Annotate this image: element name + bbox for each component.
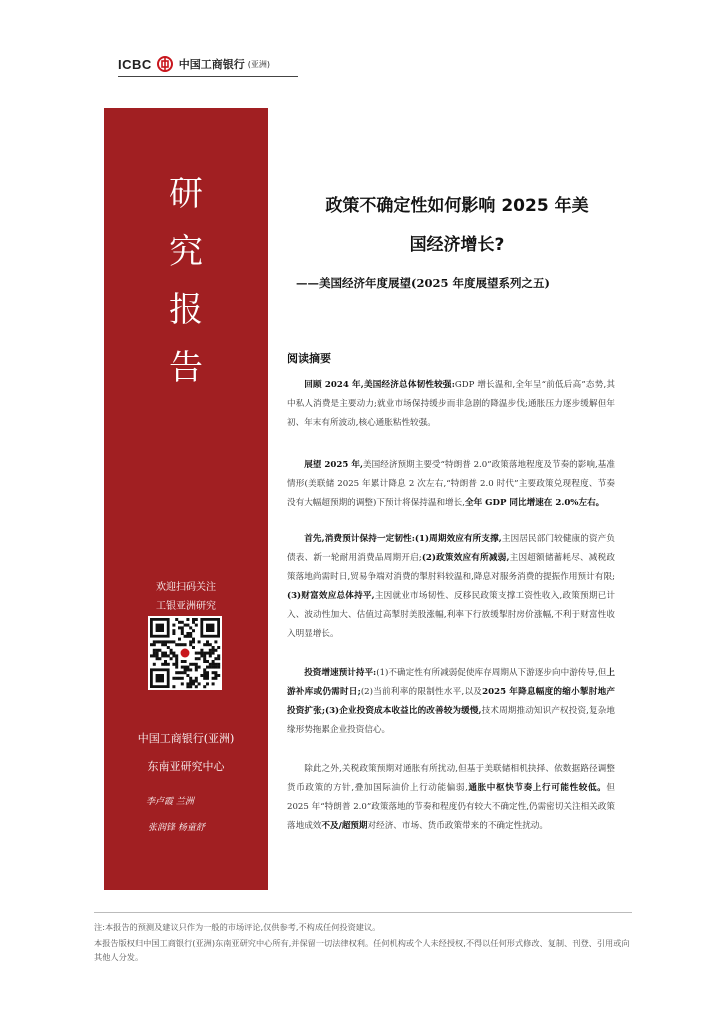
paragraph-emphasis: (3)财富效应总体持平, [287, 591, 375, 601]
report-title-line-2: 国经济增长? [409, 235, 505, 255]
report-title-line-1: 政策不确定性如何影响 2025 年美 [325, 196, 589, 216]
icbc-logo-icon [157, 56, 173, 72]
paragraph-text: (1)不确定性有所减弱促使库存周期从下游逐步向中游传导,但 [376, 668, 607, 678]
paragraph-inflation [287, 760, 615, 836]
footer-divider [94, 912, 632, 913]
follow-prompt-line-1: 欢迎扫码关注 [156, 582, 216, 593]
report-type-char-2: 究 [169, 232, 203, 272]
paragraph-lead: 首先,消费预计保持一定韧性:(1)周期效应有所支撑, [304, 534, 502, 544]
research-center-name: 东南亚研究中心 [147, 760, 225, 773]
report-subtitle: ——美国经济年度展望(2025 年度展望系列之五) [296, 276, 550, 290]
disclaimer-note: 注:本报告的预测及建议只作为一般的市场评论,仅供参考,不构成任何投资建议。 [94, 922, 381, 932]
page-header [118, 52, 270, 76]
paragraph-lead: 展望 2025 年, [304, 460, 363, 470]
paragraph-text: 美国经济预期主要受“特朗普 2.0”政策落地程度及节奏的影响,基准情形(美联储 2025 年累计降息 2 次左右,“特朗普 2.0 时代”主要政策兑现程度、节奏没有大幅超预期的调整)下预计将保持温和增长, [287, 460, 615, 508]
report-type-char-4: 告 [169, 348, 203, 388]
paragraph-emphasis: 通胀中枢快节奏上行可能性较低。 [467, 783, 607, 793]
paragraph-text: 除此之外,关税政策预期对通胀有所扰动,但基于美联储相机抉择、依数据路径调整货币政策的方针,叠加国际油价上行动能偏弱, [287, 764, 615, 793]
paragraph-emphasis: (2)政策效应有所减弱, [421, 553, 510, 563]
organization-name: 中国工商银行(亚洲) [137, 732, 235, 745]
paragraph-emphasis: 2025 年降息幅度的缩小掣肘地产投资扩张;(3)企业投资成本收益比的改善较为缓慢, [287, 687, 615, 716]
paragraph-text: 但 2025 年“特朗普 2.0”政策落地的节奏和程度仍有较大不确定性,仍需密切关注相关政策落地成效 [287, 783, 615, 831]
paragraph-lead: 投资增速预计持平: [304, 668, 377, 678]
summary-heading: 阅读摘要 [287, 352, 331, 365]
paragraph-review-2024 [287, 376, 615, 433]
paragraph-text: 对经济、市场、货币政策带来的不确定性扰动。 [367, 821, 548, 831]
paragraph-lead: 回顾 2024 年,美国经济总体韧性较强: [304, 380, 455, 390]
follow-prompt-line-2: 工银亚洲研究 [156, 601, 216, 612]
report-type-char-3: 报 [169, 290, 203, 330]
paragraph-emphasis: 全年 GDP 同比增速在 2.0%左右。 [464, 498, 605, 508]
paragraph-text: 主因居民部门较健康的资产负债表、新一轮耐用消费品周期开启; [287, 534, 615, 563]
header-divider [118, 76, 298, 77]
sidebar [104, 108, 268, 890]
paragraph-outlook-2025 [287, 456, 615, 513]
paragraph-text: (2)当前利率的限制性水平,以及 [360, 687, 483, 697]
qr-code-icon[interactable] [148, 616, 222, 690]
paragraph-consumption [287, 530, 615, 644]
authors-line-2: 张润锋 杨童舒 [148, 823, 205, 833]
paragraph-text: 主因超额储蓄耗尽、减税政策落地尚需时日,贸易争端对消费的掣肘料较温和,降息对服务消费的提振作用预计有限; [287, 553, 615, 582]
icbc-wordmark: ICBC [118, 56, 152, 72]
paragraph-text: 技术周期推动知识产权投资,复杂地缘形势拖累企业投资信心。 [287, 706, 616, 735]
report-type-char-1: 研 [169, 174, 203, 214]
paragraph-investment [287, 664, 615, 740]
paragraph-text: 主因就业市场韧性、反移民政策支撑工资性收入,政策预期已计入、波动性加大、估值过高掣肘美股涨幅,利率下行放缓掣肘房价涨幅,不利于财富性收入明显增长。 [287, 591, 616, 639]
bank-subsidiary: (亚洲) [247, 59, 271, 69]
bank-name: 中国工商银行 [178, 58, 245, 71]
paragraph-text: GDP 增长温和,全年呈“前低后高”态势,其中私人消费是主要动力;就业市场保持缓步而非急剧的降温步伐;通胀压力逐步缓解但年初、年末有所波动,核心通胀粘性较强。 [287, 380, 615, 428]
authors-line-1: 李卢霞 兰洲 [146, 797, 194, 807]
paragraph-emphasis: 不及/超预期 [321, 821, 368, 831]
paragraph-emphasis: 上游补库或仍需时日; [287, 668, 615, 697]
copyright-notice: 本报告版权归中国工商银行(亚洲)东南亚研究中心所有,并保留一切法律权利。任何机构或个人未经授权,不得以任何形式修改、复制、刊登、引用或向其他人分发。 [94, 938, 630, 962]
